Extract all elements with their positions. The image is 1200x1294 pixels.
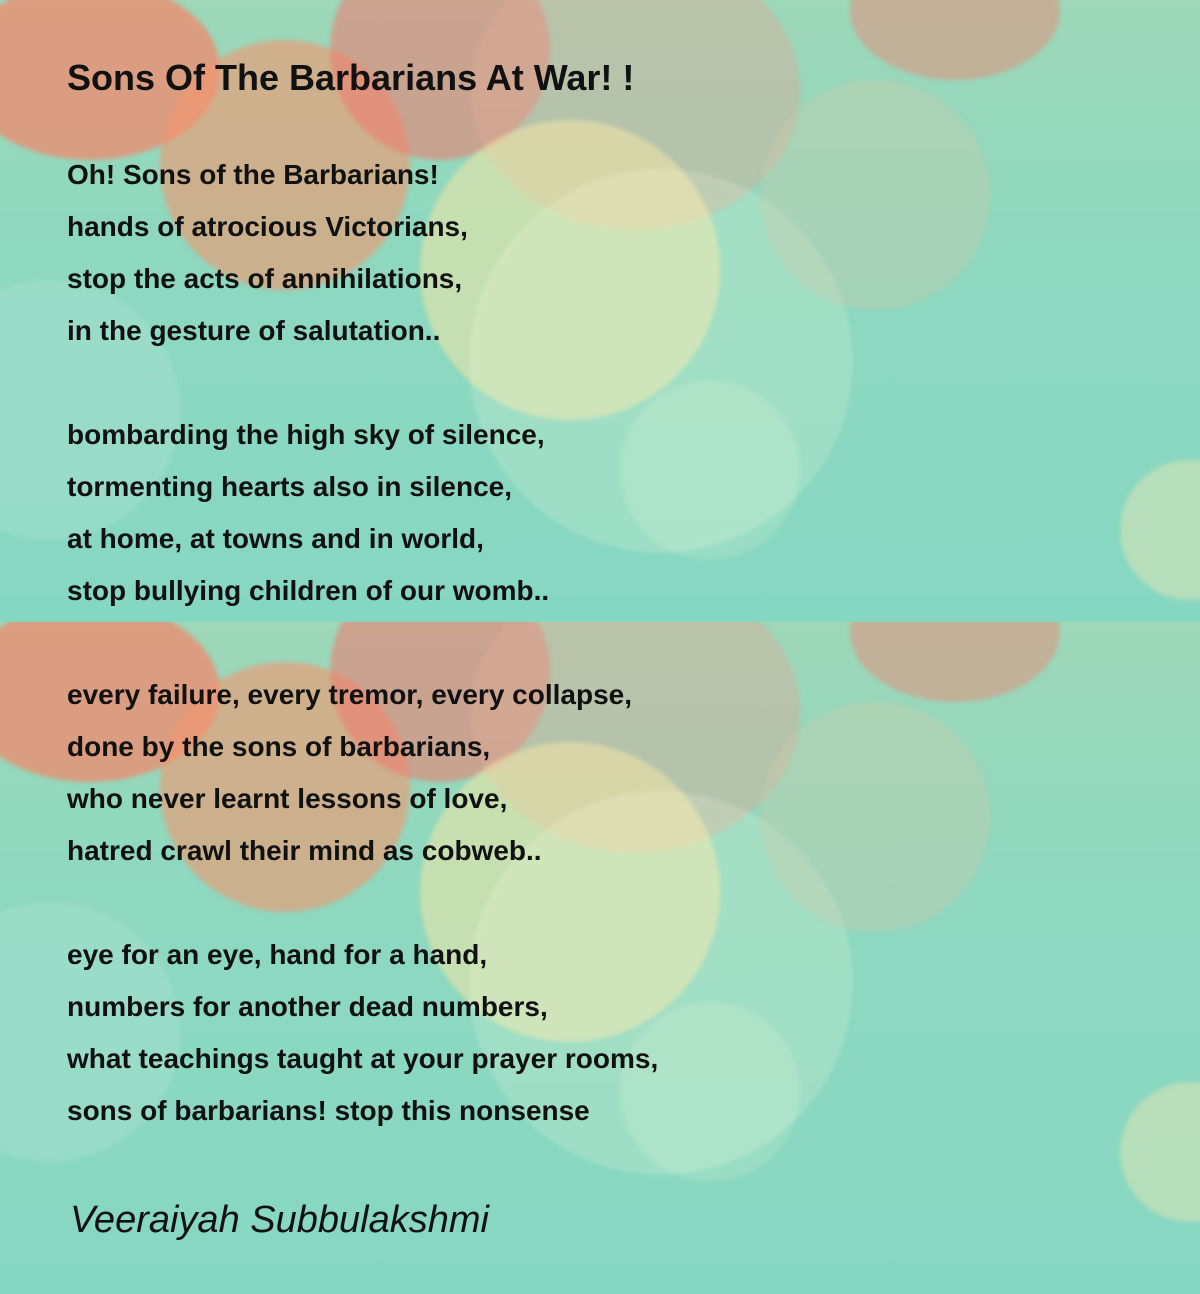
poem-line: what teachings taught at your prayer rooms, (67, 1043, 659, 1074)
stanza (67, 149, 468, 357)
poem-title: Sons Of The Barbarians At War! ! (67, 57, 635, 98)
poem-author: Veeraiyah Subbulakshmi (70, 1199, 489, 1241)
poem-line: done by the sons of barbarians, (67, 731, 491, 762)
poem-line: tormenting hearts also in silence, (67, 471, 513, 502)
stanza (67, 409, 549, 617)
poem-line: bombarding the high sky of silence, (67, 419, 545, 450)
stanza (67, 669, 632, 877)
stanza (67, 929, 658, 1137)
poem-line: hatred crawl their mind as cobweb.. (67, 835, 542, 866)
poem-line: stop the acts of annihilations, (67, 263, 463, 294)
poem-line: who never learnt lessons of love, (67, 783, 508, 814)
poem-line: in the gesture of salutation.. (67, 315, 441, 346)
poem-line: stop bullying children of our womb.. (67, 575, 550, 606)
poem-line: eye for an eye, hand for a hand, (67, 939, 488, 970)
poem-line: Oh! Sons of the Barbarians! (67, 159, 439, 190)
poem-line: every failure, every tremor, every collapse, (67, 679, 633, 710)
poem-line: at home, at towns and in world, (67, 523, 484, 554)
poem-line: hands of atrocious Victorians, (67, 211, 468, 242)
poem-line: numbers for another dead numbers, (67, 991, 548, 1022)
poem-line: sons of barbarians! stop this nonsense (67, 1095, 590, 1126)
